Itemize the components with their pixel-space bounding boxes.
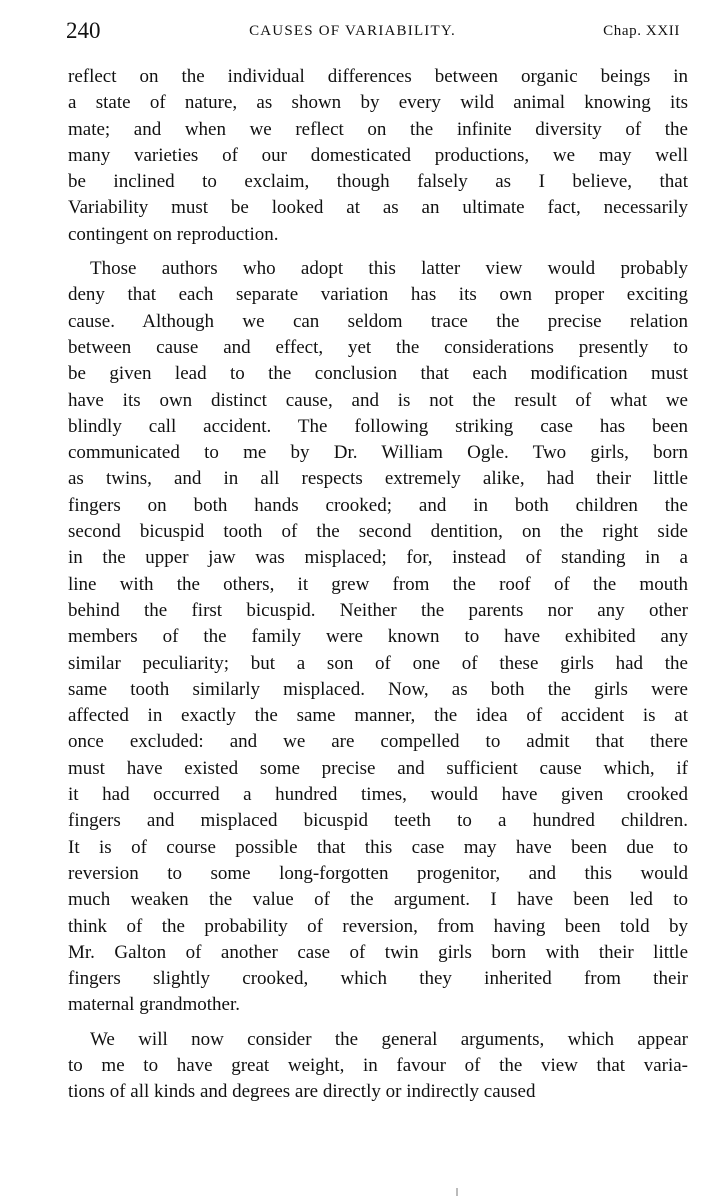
text-line: between cause and effect, yet the considerations presently to: [68, 336, 688, 358]
text-line: affected in exactly the same manner, the idea of accident is at: [68, 705, 688, 727]
text-line: once excluded: and we are compelled to admit that there: [68, 731, 688, 753]
paragraph: [68, 1027, 688, 1106]
text-line: We will now consider the general arguments, which appear: [90, 1028, 688, 1050]
text-line: Mr. Galton of another case of twin girls born with their little: [68, 941, 688, 963]
text-line: have its own distinct cause, and is not the result of what we: [68, 389, 688, 411]
text-line: tions of all kinds and degrees are directly or indirectly caused: [68, 1081, 536, 1103]
text-line: be inclined to exclaim, though falsely as I believe, that: [68, 171, 688, 193]
text-line: fingers slightly crooked, which they inherited from their: [68, 968, 688, 990]
text-line: cause. Although we can seldom trace the precise relation: [68, 310, 688, 332]
paragraph: [68, 64, 688, 248]
text-line: a state of nature, as shown by every wild animal knowing its: [68, 92, 688, 114]
running-title: CAUSES OF VARIABILITY.: [249, 23, 456, 39]
text-line: it had occurred a hundred times, would have given crooked: [68, 784, 688, 806]
text-line: must have existed some precise and sufficient cause which, if: [68, 757, 688, 779]
text-line: in the upper jaw was misplaced; for, instead of standing in a: [68, 547, 688, 569]
text-line: contingent on reproduction.: [68, 223, 279, 245]
text-line: much weaken the value of the argument. I have been led to: [68, 889, 688, 911]
text-line: mate; and when we reflect on the infinite diversity of the: [68, 118, 688, 140]
body-text: [68, 64, 688, 1106]
paragraph-gap: [68, 248, 688, 256]
text-line: behind the first bicuspid. Neither the parents nor any other: [68, 599, 688, 621]
text-line: communicated to me by Dr. William Ogle. Two girls, born: [68, 442, 688, 464]
text-line: Variability must be looked at as an ultimate fact, necessarily: [68, 197, 688, 219]
text-line: reversion to some long-forgotten progenitor, and this would: [68, 862, 688, 884]
text-line: reflect on the individual differences between organic beings in: [68, 66, 688, 87]
paragraph-gap: [68, 1019, 688, 1027]
text-line: fingers and misplaced bicuspid teeth to a hundred children.: [68, 810, 688, 832]
text-line: be given lead to the conclusion that each modification must: [68, 363, 688, 385]
text-line: to me to have great weight, in favour of the view that varia-: [68, 1054, 688, 1076]
text-line: maternal grandmother.: [68, 994, 240, 1016]
running-header: [0, 14, 705, 46]
paper-speck: [456, 1188, 458, 1196]
text-line: Those authors who adopt this latter view would probably: [90, 258, 688, 280]
text-line: same tooth similarly misplaced. Now, as both the girls were: [68, 678, 688, 700]
text-line: as twins, and in all respects extremely alike, had their little: [68, 468, 688, 490]
text-line: second bicuspid tooth of the second dentition, on the right side: [68, 521, 688, 543]
text-line: members of the family were known to have exhibited any: [68, 626, 688, 648]
text-line: It is of course possible that this case may have been due to: [68, 836, 688, 858]
text-line: think of the probability of reversion, from having been told by: [68, 915, 688, 937]
text-line: many varieties of our domesticated productions, we may well: [68, 144, 688, 166]
text-line: similar peculiarity; but a son of one of these girls had the: [68, 652, 688, 674]
chapter-label: Chap. XXII: [603, 23, 680, 39]
page-number: 240: [66, 18, 101, 43]
paragraph: [68, 256, 688, 1019]
text-line: line with the others, it grew from the roof of the mouth: [68, 573, 688, 595]
text-line: blindly call accident. The following striking case has been: [68, 415, 688, 437]
text-line: deny that each separate variation has its own proper exciting: [68, 284, 688, 306]
text-line: fingers on both hands crooked; and in both children the: [68, 494, 688, 516]
